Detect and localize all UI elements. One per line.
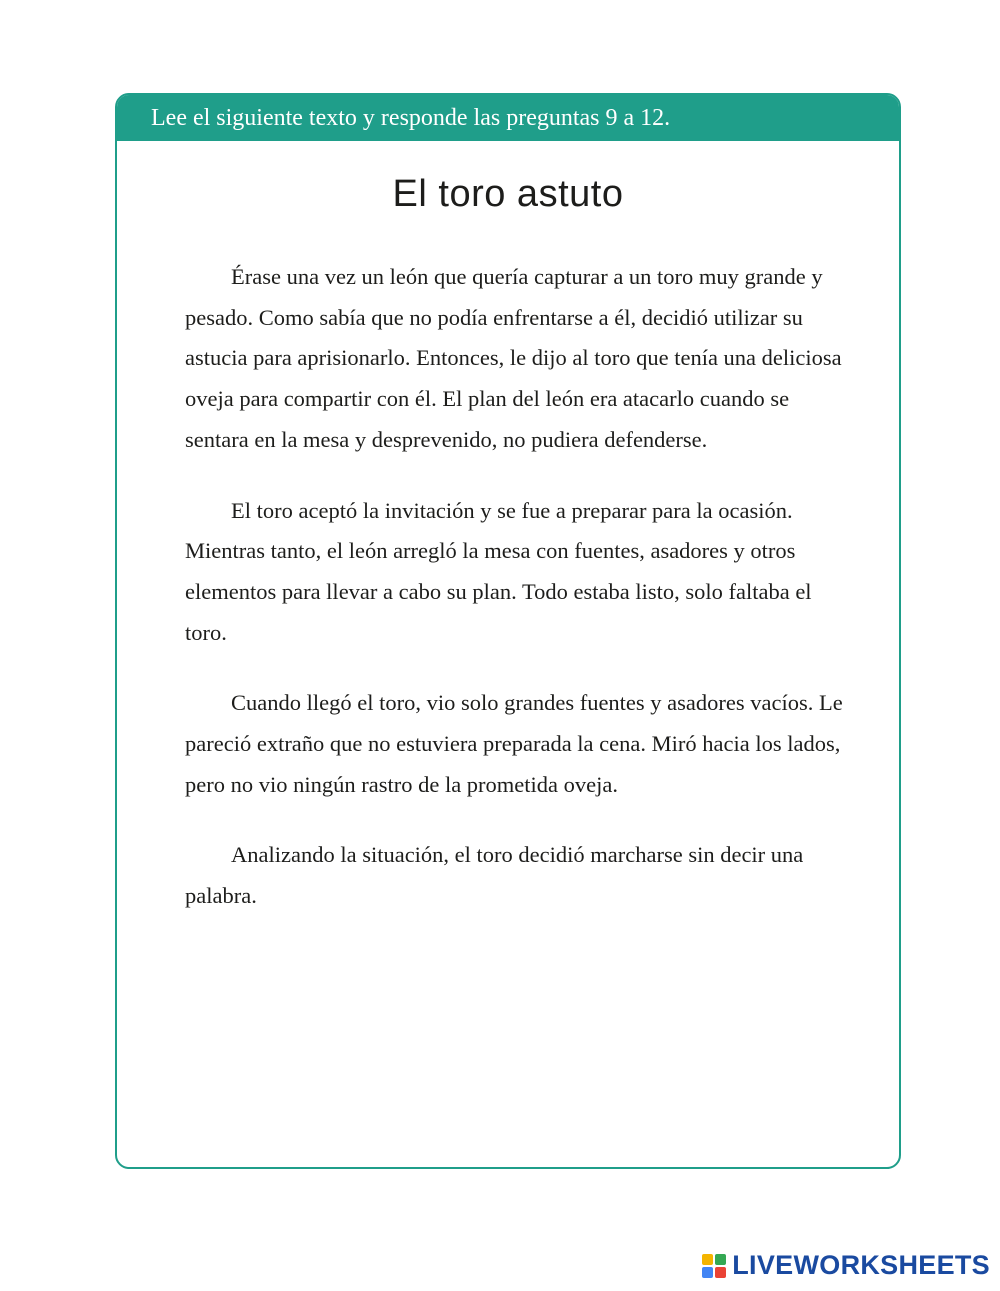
logo-square-2 [715, 1254, 726, 1265]
liveworksheets-logo [702, 1250, 990, 1281]
instruction-banner [117, 95, 899, 141]
liveworksheets-logo-icon [702, 1254, 726, 1278]
logo-square-3 [702, 1267, 713, 1278]
story-title: El toro astuto [392, 173, 624, 215]
logo-brand-text: LIVEWORKSHEETS [732, 1250, 990, 1280]
instruction-text: Lee el siguiente texto y responde las preguntas 9 a 12. [151, 105, 671, 131]
story-paragraph-3: Cuando llegó el toro, vio solo grandes fuentes y asadores vacíos. Le pareció extraño que no estuviera preparada la cena. Miró hacia los lados, pero no vio ningún rastro de la prometida oveja. [185, 690, 843, 797]
logo-square-4 [715, 1267, 726, 1278]
story-paragraph-2: El toro aceptó la invitación y se fue a preparar para la ocasión. Mientras tanto, el león arregló la mesa con fuentes, asadores y otros elementos para llevar a cabo su plan. Todo estaba listo, solo faltaba el toro. [185, 497, 812, 645]
story-paragraph-4: Analizando la situación, el toro decidió marcharse sin decir una palabra. [185, 842, 804, 909]
logo-square-1 [702, 1254, 713, 1265]
story-paragraph-1: Érase una vez un león que quería capturar a un toro muy grande y pesado. Como sabía que no podía enfrentarse a él, decidió utilizar su astucia para aprisionarlo. Entonces, le dijo al toro que tenía una deliciosa oveja para compartir con él. El plan del león era atacarlo cuando se sentara en la mesa y desprevenido, no pudiera defenderse. [185, 264, 842, 452]
story-passage [185, 257, 845, 947]
reading-frame [115, 93, 901, 1169]
